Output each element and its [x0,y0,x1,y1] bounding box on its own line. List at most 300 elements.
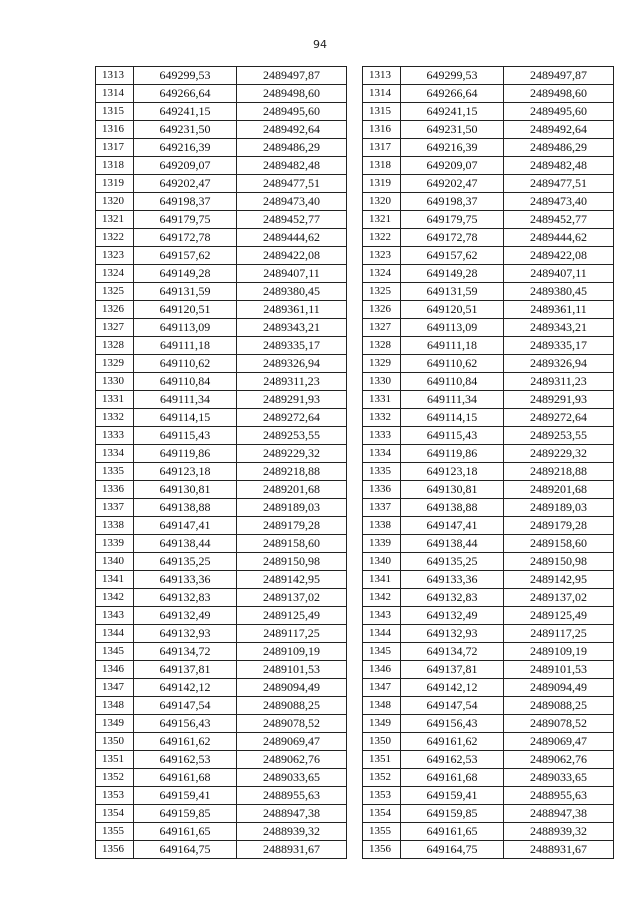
x-coordinate-cell: 649133,36 [134,571,237,589]
y-coordinate-cell: 2489407,11 [504,265,614,283]
x-coordinate-cell: 649179,75 [401,211,504,229]
y-coordinate-cell: 2489492,64 [504,121,614,139]
point-number-cell: 1344 [363,625,401,643]
x-coordinate-cell: 649299,53 [134,67,237,85]
point-number-cell: 1336 [363,481,401,499]
table-row [363,823,614,841]
table-row [96,211,347,229]
point-number-cell: 1355 [363,823,401,841]
y-coordinate-cell: 2489492,64 [237,121,347,139]
point-number-cell: 1315 [96,103,134,121]
y-coordinate-cell: 2489150,98 [504,553,614,571]
x-coordinate-cell: 649138,44 [401,535,504,553]
table-row [96,697,347,715]
point-number-cell: 1338 [363,517,401,535]
point-number-cell: 1324 [96,265,134,283]
point-number-cell: 1333 [363,427,401,445]
table-row [363,139,614,157]
y-coordinate-cell: 2489218,88 [237,463,347,481]
point-number-cell: 1335 [363,463,401,481]
table-row [96,823,347,841]
table-row [96,193,347,211]
table-row [363,661,614,679]
y-coordinate-cell: 2489486,29 [504,139,614,157]
table-row [96,337,347,355]
point-number-cell: 1328 [96,337,134,355]
point-number-cell: 1325 [96,283,134,301]
y-coordinate-cell: 2488931,67 [504,841,614,859]
y-coordinate-cell: 2489361,11 [237,301,347,319]
table-row [96,373,347,391]
table-row [96,625,347,643]
x-coordinate-cell: 649149,28 [134,265,237,283]
y-coordinate-cell: 2489253,55 [237,427,347,445]
x-coordinate-cell: 649162,53 [401,751,504,769]
y-coordinate-cell: 2489088,25 [504,697,614,715]
x-coordinate-cell: 649114,15 [401,409,504,427]
x-coordinate-cell: 649156,43 [134,715,237,733]
y-coordinate-cell: 2489033,65 [504,769,614,787]
x-coordinate-cell: 649132,83 [401,589,504,607]
y-coordinate-cell: 2488931,67 [237,841,347,859]
point-number-cell: 1321 [363,211,401,229]
table-row [363,103,614,121]
point-number-cell: 1314 [96,85,134,103]
x-coordinate-cell: 649241,15 [401,103,504,121]
table-row [96,301,347,319]
point-number-cell: 1352 [96,769,134,787]
point-number-cell: 1349 [363,715,401,733]
point-number-cell: 1330 [96,373,134,391]
x-coordinate-cell: 649111,18 [134,337,237,355]
y-coordinate-cell: 2489452,77 [504,211,614,229]
table-row [363,733,614,751]
point-number-cell: 1337 [96,499,134,517]
point-number-cell: 1324 [363,265,401,283]
point-number-cell: 1346 [96,661,134,679]
y-coordinate-cell: 2489078,52 [504,715,614,733]
y-coordinate-cell: 2489150,98 [237,553,347,571]
point-number-cell: 1321 [96,211,134,229]
point-number-cell: 1353 [363,787,401,805]
table-row [96,445,347,463]
y-coordinate-cell: 2489291,93 [504,391,614,409]
table-row [96,247,347,265]
table-row [363,85,614,103]
y-coordinate-cell: 2489189,03 [237,499,347,517]
x-coordinate-cell: 649147,41 [134,517,237,535]
x-coordinate-cell: 649161,68 [401,769,504,787]
table-row [96,175,347,193]
x-coordinate-cell: 649216,39 [401,139,504,157]
x-coordinate-cell: 649132,93 [134,625,237,643]
point-number-cell: 1329 [363,355,401,373]
y-coordinate-cell: 2489142,95 [504,571,614,589]
point-number-cell: 1332 [363,409,401,427]
x-coordinate-cell: 649130,81 [134,481,237,499]
point-number-cell: 1351 [96,751,134,769]
table-row [363,409,614,427]
y-coordinate-cell: 2489094,49 [237,679,347,697]
table-row [96,355,347,373]
table-row [363,697,614,715]
table-row [96,265,347,283]
y-coordinate-cell: 2489272,64 [237,409,347,427]
table-row [363,373,614,391]
table-row [363,319,614,337]
x-coordinate-cell: 649161,65 [134,823,237,841]
y-coordinate-cell: 2489495,60 [237,103,347,121]
table-row [363,625,614,643]
y-coordinate-cell: 2489201,68 [237,481,347,499]
x-coordinate-cell: 649147,41 [401,517,504,535]
y-coordinate-cell: 2489497,87 [504,67,614,85]
y-coordinate-cell: 2489326,94 [504,355,614,373]
x-coordinate-cell: 649161,65 [401,823,504,841]
y-coordinate-cell: 2489422,08 [237,247,347,265]
point-number-cell: 1322 [96,229,134,247]
coordinates-table-right [362,66,614,859]
table-row [96,499,347,517]
table-row [96,733,347,751]
x-coordinate-cell: 649110,84 [401,373,504,391]
table-row [363,121,614,139]
point-number-cell: 1326 [96,301,134,319]
point-number-cell: 1345 [96,643,134,661]
x-coordinate-cell: 649114,15 [134,409,237,427]
point-number-cell: 1337 [363,499,401,517]
point-number-cell: 1348 [96,697,134,715]
y-coordinate-cell: 2489033,65 [237,769,347,787]
y-coordinate-cell: 2489311,23 [504,373,614,391]
point-number-cell: 1334 [96,445,134,463]
x-coordinate-cell: 649164,75 [401,841,504,859]
point-number-cell: 1322 [363,229,401,247]
table-row [96,85,347,103]
page-number: 94 [313,38,327,51]
x-coordinate-cell: 649231,50 [401,121,504,139]
x-coordinate-cell: 649202,47 [401,175,504,193]
point-number-cell: 1341 [96,571,134,589]
table-row [96,139,347,157]
point-number-cell: 1345 [363,643,401,661]
y-coordinate-cell: 2489218,88 [504,463,614,481]
x-coordinate-cell: 649161,68 [134,769,237,787]
y-coordinate-cell: 2489069,47 [504,733,614,751]
table-row [96,805,347,823]
table-row [96,643,347,661]
y-coordinate-cell: 2489495,60 [504,103,614,121]
y-coordinate-cell: 2489062,76 [504,751,614,769]
y-coordinate-cell: 2489486,29 [237,139,347,157]
x-coordinate-cell: 649137,81 [401,661,504,679]
point-number-cell: 1353 [96,787,134,805]
table-row [363,265,614,283]
y-coordinate-cell: 2489452,77 [237,211,347,229]
x-coordinate-cell: 649131,59 [401,283,504,301]
y-coordinate-cell: 2489078,52 [237,715,347,733]
table-row [363,337,614,355]
table-row [363,805,614,823]
y-coordinate-cell: 2489109,19 [237,643,347,661]
y-coordinate-cell: 2489497,87 [237,67,347,85]
table-row [363,589,614,607]
y-coordinate-cell: 2489335,17 [504,337,614,355]
y-coordinate-cell: 2489101,53 [237,661,347,679]
x-coordinate-cell: 649142,12 [401,679,504,697]
point-number-cell: 1336 [96,481,134,499]
point-number-cell: 1320 [363,193,401,211]
x-coordinate-cell: 649266,64 [134,85,237,103]
table-row [96,607,347,625]
y-coordinate-cell: 2489272,64 [504,409,614,427]
point-number-cell: 1348 [363,697,401,715]
y-coordinate-cell: 2489142,95 [237,571,347,589]
table-row [363,607,614,625]
table-row [363,769,614,787]
x-coordinate-cell: 649209,07 [134,157,237,175]
table-row [96,553,347,571]
point-number-cell: 1340 [363,553,401,571]
x-coordinate-cell: 649157,62 [401,247,504,265]
y-coordinate-cell: 2488955,63 [504,787,614,805]
point-number-cell: 1329 [96,355,134,373]
y-coordinate-cell: 2489498,60 [237,85,347,103]
table-row [363,517,614,535]
x-coordinate-cell: 649111,34 [401,391,504,409]
table-row [96,391,347,409]
point-number-cell: 1355 [96,823,134,841]
point-number-cell: 1354 [363,805,401,823]
x-coordinate-cell: 649159,41 [401,787,504,805]
point-number-cell: 1316 [363,121,401,139]
table-row [363,193,614,211]
x-coordinate-cell: 649134,72 [401,643,504,661]
table-row [363,391,614,409]
y-coordinate-cell: 2489380,45 [237,283,347,301]
table-row [363,679,614,697]
table-row [96,427,347,445]
point-number-cell: 1326 [363,301,401,319]
coordinates-table-left [95,66,347,859]
x-coordinate-cell: 649130,81 [401,481,504,499]
point-number-cell: 1342 [96,589,134,607]
point-number-cell: 1317 [96,139,134,157]
point-number-cell: 1349 [96,715,134,733]
table-row [96,319,347,337]
point-number-cell: 1340 [96,553,134,571]
x-coordinate-cell: 649198,37 [134,193,237,211]
x-coordinate-cell: 649172,78 [134,229,237,247]
y-coordinate-cell: 2489158,60 [237,535,347,553]
x-coordinate-cell: 649138,88 [401,499,504,517]
y-coordinate-cell: 2489477,51 [237,175,347,193]
y-coordinate-cell: 2488955,63 [237,787,347,805]
x-coordinate-cell: 649159,41 [134,787,237,805]
x-coordinate-cell: 649202,47 [134,175,237,193]
point-number-cell: 1354 [96,805,134,823]
x-coordinate-cell: 649135,25 [401,553,504,571]
point-number-cell: 1347 [96,679,134,697]
y-coordinate-cell: 2489343,21 [504,319,614,337]
y-coordinate-cell: 2489380,45 [504,283,614,301]
x-coordinate-cell: 649115,43 [401,427,504,445]
x-coordinate-cell: 649164,75 [134,841,237,859]
y-coordinate-cell: 2488939,32 [237,823,347,841]
x-coordinate-cell: 649241,15 [134,103,237,121]
y-coordinate-cell: 2489179,28 [237,517,347,535]
point-number-cell: 1350 [96,733,134,751]
x-coordinate-cell: 649172,78 [401,229,504,247]
x-coordinate-cell: 649120,51 [401,301,504,319]
point-number-cell: 1334 [363,445,401,463]
y-coordinate-cell: 2489407,11 [237,265,347,283]
table-row [96,589,347,607]
table-row [363,751,614,769]
table-row [363,643,614,661]
y-coordinate-cell: 2489253,55 [504,427,614,445]
point-number-cell: 1319 [363,175,401,193]
x-coordinate-cell: 649161,62 [134,733,237,751]
table-row [96,679,347,697]
y-coordinate-cell: 2489189,03 [504,499,614,517]
y-coordinate-cell: 2489094,49 [504,679,614,697]
point-number-cell: 1350 [363,733,401,751]
x-coordinate-cell: 649123,18 [134,463,237,481]
table-row [363,715,614,733]
table-row [363,247,614,265]
y-coordinate-cell: 2489101,53 [504,661,614,679]
point-number-cell: 1356 [96,841,134,859]
x-coordinate-cell: 649132,49 [134,607,237,625]
point-number-cell: 1332 [96,409,134,427]
table-row [96,67,347,85]
x-coordinate-cell: 649111,34 [134,391,237,409]
table-row [96,481,347,499]
y-coordinate-cell: 2489473,40 [504,193,614,211]
x-coordinate-cell: 649198,37 [401,193,504,211]
x-coordinate-cell: 649159,85 [401,805,504,823]
x-coordinate-cell: 649266,64 [401,85,504,103]
y-coordinate-cell: 2489125,49 [504,607,614,625]
x-coordinate-cell: 649162,53 [134,751,237,769]
x-coordinate-cell: 649216,39 [134,139,237,157]
table-row [96,157,347,175]
x-coordinate-cell: 649137,81 [134,661,237,679]
table-row [363,841,614,859]
y-coordinate-cell: 2489137,02 [504,589,614,607]
x-coordinate-cell: 649110,84 [134,373,237,391]
x-coordinate-cell: 649115,43 [134,427,237,445]
table-row [363,481,614,499]
x-coordinate-cell: 649110,62 [134,355,237,373]
point-number-cell: 1328 [363,337,401,355]
point-number-cell: 1347 [363,679,401,697]
table-row [96,121,347,139]
y-coordinate-cell: 2489201,68 [504,481,614,499]
y-coordinate-cell: 2489069,47 [237,733,347,751]
x-coordinate-cell: 649135,25 [134,553,237,571]
y-coordinate-cell: 2489062,76 [237,751,347,769]
x-coordinate-cell: 649132,93 [401,625,504,643]
point-number-cell: 1344 [96,625,134,643]
table-row [96,283,347,301]
table-row [96,463,347,481]
x-coordinate-cell: 649299,53 [401,67,504,85]
x-coordinate-cell: 649147,54 [401,697,504,715]
point-number-cell: 1319 [96,175,134,193]
x-coordinate-cell: 649119,86 [401,445,504,463]
table-row [363,211,614,229]
x-coordinate-cell: 649149,28 [401,265,504,283]
table-row [363,229,614,247]
table-row [96,715,347,733]
x-coordinate-cell: 649133,36 [401,571,504,589]
y-coordinate-cell: 2489482,48 [504,157,614,175]
table-row [363,445,614,463]
x-coordinate-cell: 649132,83 [134,589,237,607]
table-row [363,427,614,445]
y-coordinate-cell: 2489477,51 [504,175,614,193]
table-row [96,751,347,769]
point-number-cell: 1352 [363,769,401,787]
y-coordinate-cell: 2489229,32 [504,445,614,463]
table-row [363,553,614,571]
point-number-cell: 1314 [363,85,401,103]
x-coordinate-cell: 649113,09 [401,319,504,337]
x-coordinate-cell: 649142,12 [134,679,237,697]
x-coordinate-cell: 649147,54 [134,697,237,715]
point-number-cell: 1327 [363,319,401,337]
point-number-cell: 1330 [363,373,401,391]
x-coordinate-cell: 649111,18 [401,337,504,355]
x-coordinate-cell: 649134,72 [134,643,237,661]
y-coordinate-cell: 2489179,28 [504,517,614,535]
point-number-cell: 1331 [96,391,134,409]
x-coordinate-cell: 649138,88 [134,499,237,517]
y-coordinate-cell: 2489444,62 [504,229,614,247]
point-number-cell: 1323 [363,247,401,265]
x-coordinate-cell: 649110,62 [401,355,504,373]
table-row [363,787,614,805]
y-coordinate-cell: 2489158,60 [504,535,614,553]
point-number-cell: 1318 [363,157,401,175]
point-number-cell: 1331 [363,391,401,409]
point-number-cell: 1323 [96,247,134,265]
y-coordinate-cell: 2489335,17 [237,337,347,355]
table-row [363,67,614,85]
table-row [96,769,347,787]
point-number-cell: 1320 [96,193,134,211]
y-coordinate-cell: 2489361,11 [504,301,614,319]
y-coordinate-cell: 2489343,21 [237,319,347,337]
y-coordinate-cell: 2489117,25 [237,625,347,643]
y-coordinate-cell: 2489444,62 [237,229,347,247]
table-row [363,571,614,589]
x-coordinate-cell: 649161,62 [401,733,504,751]
y-coordinate-cell: 2489482,48 [237,157,347,175]
y-coordinate-cell: 2488947,38 [504,805,614,823]
point-number-cell: 1317 [363,139,401,157]
y-coordinate-cell: 2489117,25 [504,625,614,643]
table-row [363,463,614,481]
point-number-cell: 1338 [96,517,134,535]
y-coordinate-cell: 2489088,25 [237,697,347,715]
table-row [363,535,614,553]
x-coordinate-cell: 649119,86 [134,445,237,463]
y-coordinate-cell: 2489125,49 [237,607,347,625]
point-number-cell: 1343 [96,607,134,625]
